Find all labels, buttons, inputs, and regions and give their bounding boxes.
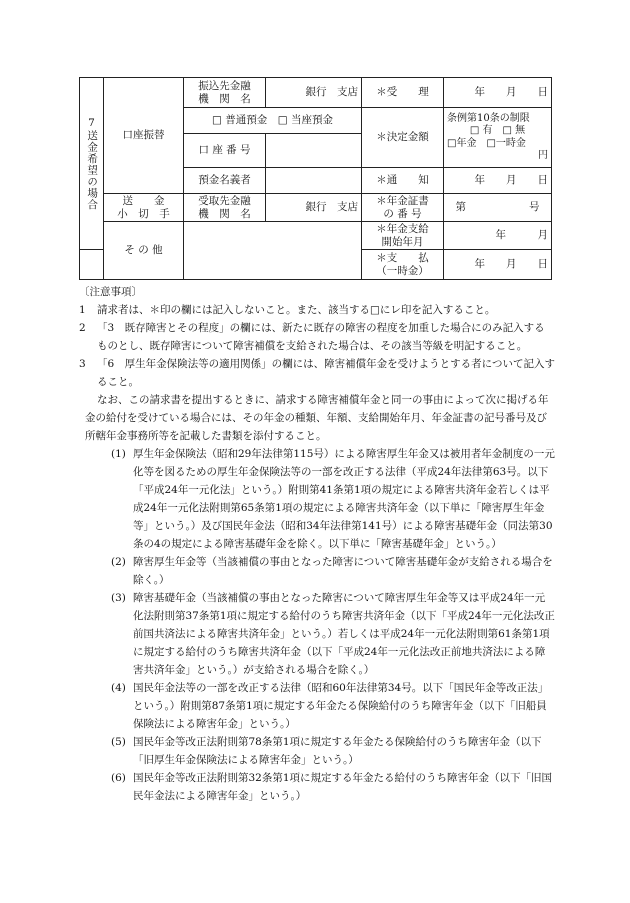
pension-lump-options[interactable]: □年金 □一時金 [447, 137, 526, 149]
note-subitem-2: (2) 障害厚生年金等（当該補償の事由となった障害について障害基礎年金が支給される場合を除く。） [111, 556, 553, 586]
payment-label: ＊支 払 （一時金） [362, 250, 444, 280]
pension-start-label: ＊年金支給 開始年月 [362, 222, 444, 250]
decided-amount-label: ＊決定金額 [362, 108, 444, 168]
notice-label: ＊通 知 [362, 168, 444, 194]
section-title: 送金希望の場合 [86, 129, 99, 211]
account-holder-field[interactable] [266, 168, 362, 194]
note-paragraph: なお、この請求書を提出するときに、請求する障害補償年金と同一の事由によって次に掲げる年金の給付を受けている場合には、その年金の種類、年額、支給開始年月、年金証書の記号番号及び所轄年金事務所等を記載した書類を添付すること。 [85, 394, 549, 442]
note-subitem-3: (3) 障害基礎年金（当該補償の事由となった障害について障害厚生年金等又は平成24年一元化法附則第37条第1項に規定する給付のうち障害共済年金（以下「平成24年一元化法改正前国共済法による障害共済年金」という。）若しくは平成24年一元化法附則第61条第1項に規定する給付のうち障害共済年金（以下「平成24年一元化法改正前地共済法による障害共済年金」という。）が支給される場合を除く。） [111, 592, 555, 676]
note-item-2: 2 「3 既存障害とその程度」の欄には、新たに既存の障害の程度を加重した場合にのみ記入するものとし、既存障害について障害補償を支給された場合は、その該当等級を明記すること。 [79, 322, 545, 352]
note-subitem-6: (6) 国民年金等改正法附則第32条第1項に規定する年金たる給付のうち障害年金（以下「旧国民年金法による障害年金」という。） [111, 772, 553, 802]
note-item-3: 3 「6 厚生年金保険法等の適用関係」の欄には、障害補償年金を受けようとする者について記入すること。 [79, 358, 555, 388]
koza-furikae-label: 口座振替 [104, 78, 184, 194]
note-subitem-5: (5) 国民年金等改正法附則第78条第1項に規定する年金たる保険給付のうち障害年金（以下「旧厚生年金保険法による障害年金」という。） [111, 736, 542, 766]
receipt-date-field[interactable]: 年 月 日 [444, 78, 552, 108]
other-field[interactable] [184, 222, 362, 280]
section-7-cell [80, 78, 104, 250]
pension-cert-label: ＊年金証書 の 番 号 [362, 194, 444, 222]
uketori-bank-branch-field[interactable]: 銀行 支店 [266, 194, 362, 222]
account-holder-label: 預金名義者 [184, 168, 266, 194]
notice-date-field[interactable]: 年 月 日 [444, 168, 552, 194]
note-item-1: 1 請求者は、＊印の欄には記入しないこと。また、該当する□にレ印を記入すること。 [79, 304, 496, 316]
account-number-label: 口 座 番 号 [184, 134, 266, 168]
furikomi-bank-branch-field[interactable]: 銀行 支店 [266, 78, 362, 108]
remittance-form-table [79, 77, 552, 280]
decided-amount-field[interactable] [444, 108, 552, 168]
notes-heading: 〔注意事項〕 [79, 286, 142, 298]
pension-cert-number-field[interactable]: 第 号 [444, 194, 552, 222]
payment-date-field[interactable]: 年 月 日 [444, 250, 552, 280]
notes-section [79, 283, 555, 805]
article10-options[interactable]: □ 有 □ 無 [469, 125, 526, 136]
yen-unit: 円 [538, 150, 548, 161]
note-subitem-4: (4) 国民年金法等の一部を改正する法律（昭和60年法律第34号。以下「国民年金等改正法」という。）附則第87条第1項に規定する年金たる保険給付のうち障害年金（以下「旧船員保険法による障害年金」という。） [111, 682, 549, 730]
pension-start-field[interactable]: 年 月 [444, 222, 552, 250]
account-number-field[interactable] [266, 134, 362, 168]
account-type-checkboxes[interactable]: □ 普通預金 □ 当座預金 [184, 108, 362, 134]
section-number: 7 [88, 116, 95, 129]
section-7-cell-cont [80, 250, 104, 280]
furikomi-saki-label: 振込先金融 機 関 名 [184, 78, 266, 108]
receipt-label: ＊受 理 [362, 78, 444, 108]
note-subitem-1: (1) 厚生年金保険法（昭和29年法律第115号）による障害厚生年金又は被用者年金制度の一元化等を図るための厚生年金保険法等の一部を改正する法律（平成24年法律第63号。以下「平成24年一元化法」という。）附則第41条第1項の規定による障害共済年金若しくは平成24年一元化法附則第65条第1項の規定による障害共済年金（以下単に「障害厚生年金等」という。）及び国民年金法（昭和34年法律第141号）による障害基礎年金（同法第30条の4の規定による障害基礎年金を除く。以下単に「障害基礎年金」という。） [111, 448, 555, 550]
other-label: そ の 他 [104, 222, 184, 280]
article10-limit-label: 条例第10条の制限 [447, 112, 530, 124]
sokin-kogitte-label: 送 金 小 切 手 [104, 194, 184, 222]
uketori-saki-label: 受取先金融 機 関 名 [184, 194, 266, 222]
